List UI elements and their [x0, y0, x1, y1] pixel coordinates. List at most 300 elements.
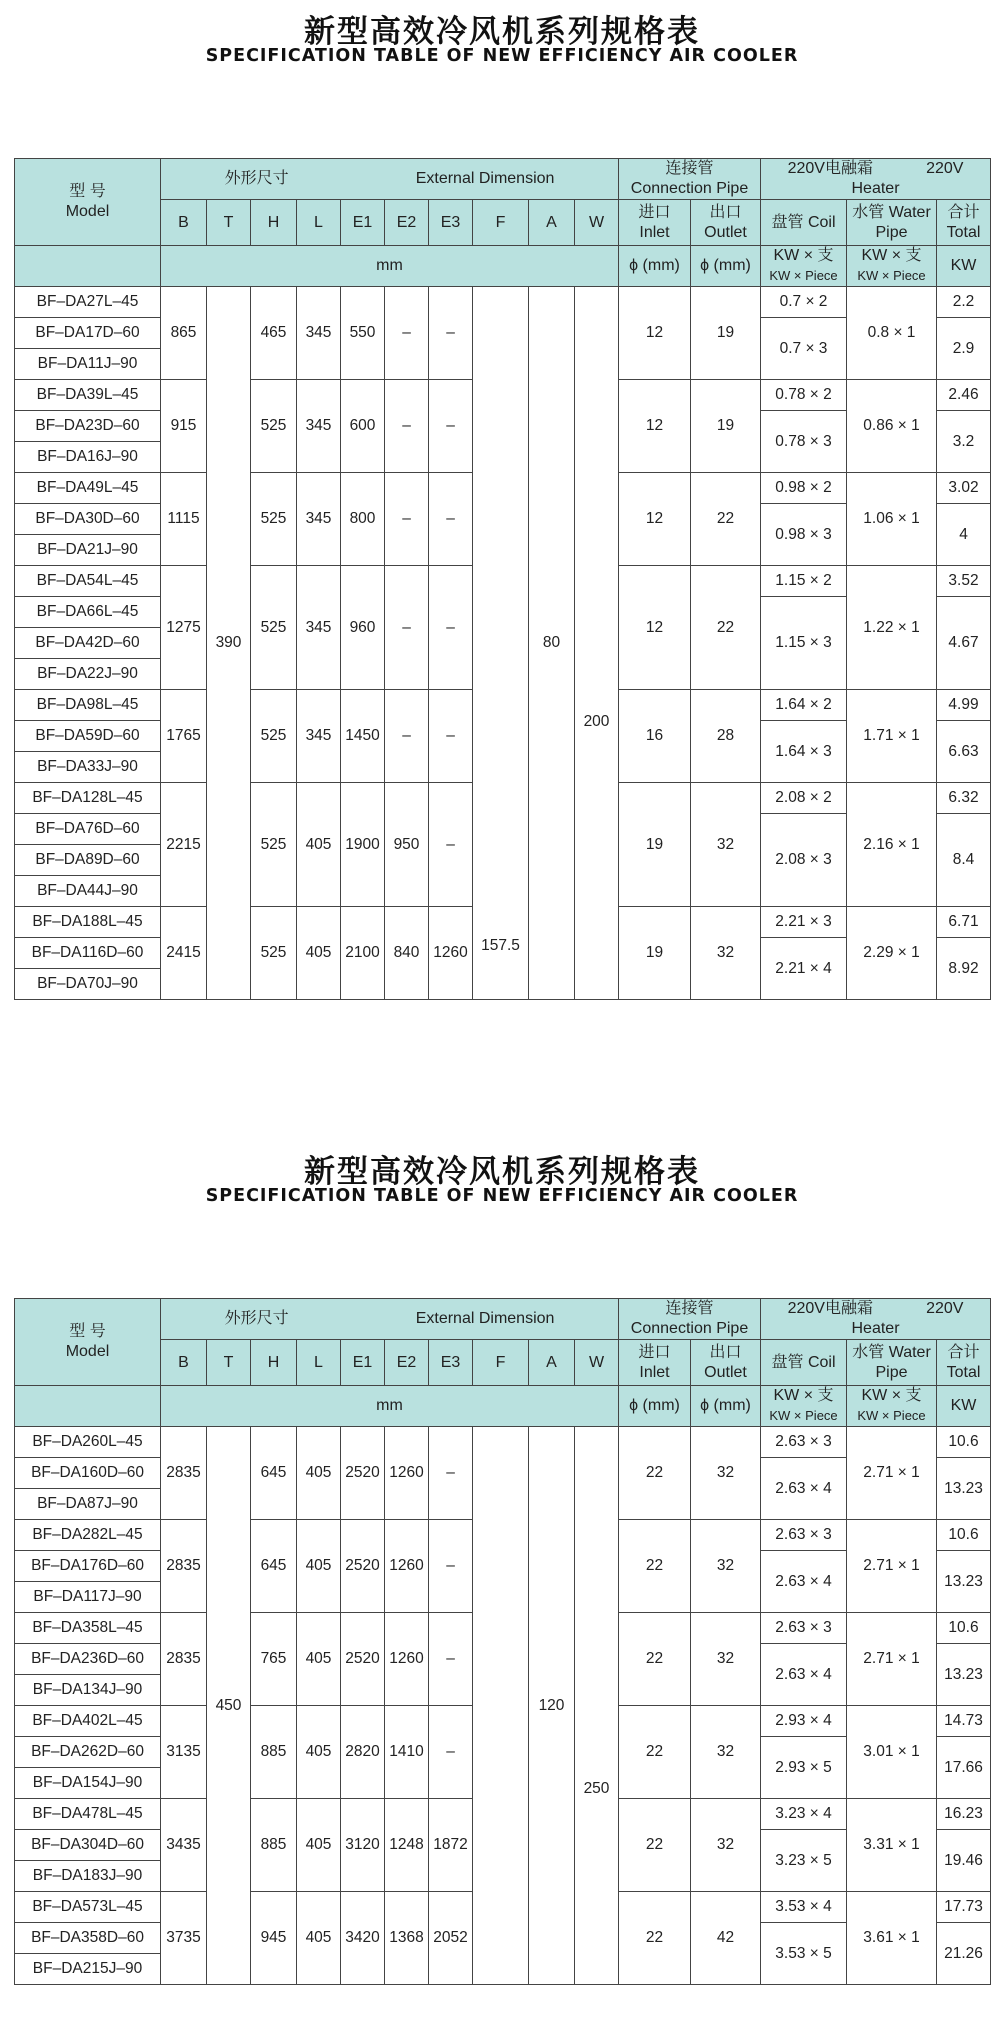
header-row-3 [15, 1386, 991, 1427]
coil-cell: 2.21 × 3 [761, 907, 847, 938]
model-cell: BF–DA478L–45 [15, 1799, 161, 1830]
water-en-2: Pipe [875, 223, 908, 241]
a-cell: 80 [529, 287, 575, 1000]
water-pipe-cell: 3.01 × 1 [847, 1706, 937, 1799]
model-header-blank [15, 246, 161, 287]
spec-section-2 [14, 1140, 990, 2030]
unit-total: KW [937, 1386, 991, 1427]
outlet-cell: 22 [691, 473, 761, 566]
spec-table-2 [14, 1298, 991, 1985]
outlet-cell: 32 [691, 1706, 761, 1799]
col-header-w: W [575, 200, 619, 246]
model-cell: BF–DA176D–60 [15, 1551, 161, 1582]
connection-pipe-cn: 连接管 [665, 1300, 714, 1317]
unit-coil-en: KW × Piece [769, 268, 838, 283]
e3-cell: – [429, 473, 473, 566]
outlet-header [691, 200, 761, 246]
b-cell: 1765 [161, 690, 207, 783]
model-cell: BF–DA358L–45 [15, 1613, 161, 1644]
coil-cell: 2.63 × 4 [761, 1551, 847, 1613]
e3-cell: – [429, 380, 473, 473]
header-row-2 [15, 1340, 991, 1386]
coil-cell: 2.63 × 3 [761, 1520, 847, 1551]
model-cell: BF–DA282L–45 [15, 1520, 161, 1551]
heater-voltage-line [761, 159, 990, 179]
col-header-w: W [575, 1340, 619, 1386]
h-cell: 885 [251, 1799, 297, 1892]
unit-water [847, 246, 937, 287]
b-cell: 2415 [161, 907, 207, 1000]
outlet-cn: 出口 [709, 203, 742, 221]
col-header-f: F [473, 1340, 529, 1386]
outlet-cell: 32 [691, 1799, 761, 1892]
b-cell: 2835 [161, 1427, 207, 1520]
outlet-cell: 32 [691, 1427, 761, 1520]
coil-cell: 0.7 × 3 [761, 318, 847, 380]
model-cell: BF–DA304D–60 [15, 1830, 161, 1861]
h-cell: 525 [251, 566, 297, 690]
coil-cell: 0.78 × 2 [761, 380, 847, 411]
l-cell: 405 [297, 1613, 341, 1706]
total-cell: 10.6 [937, 1520, 991, 1551]
coil-cell: 0.98 × 3 [761, 504, 847, 566]
total-cell: 8.92 [937, 938, 991, 1000]
heater-cn: 220V电融霜 [787, 1300, 873, 1317]
water-en: Water [888, 1343, 931, 1361]
total-cell: 6.71 [937, 907, 991, 938]
outlet-cell: 19 [691, 380, 761, 473]
outlet-cell: 19 [691, 287, 761, 380]
total-cell: 21.26 [937, 1923, 991, 1985]
b-cell: 2215 [161, 783, 207, 907]
total-cell: 13.23 [937, 1458, 991, 1520]
total-cell: 14.73 [937, 1706, 991, 1737]
col-header-e3: E3 [429, 1340, 473, 1386]
coil-cell: 2.08 × 3 [761, 814, 847, 907]
total-header [937, 200, 991, 246]
inlet-header [619, 200, 691, 246]
water-pipe-header [847, 200, 937, 246]
outlet-en: Outlet [704, 1363, 747, 1381]
model-cell: BF–DA70J–90 [15, 969, 161, 1000]
connection-pipe-header [619, 1299, 761, 1340]
inlet-en: Inlet [639, 223, 670, 241]
model-cell: BF–DA33J–90 [15, 752, 161, 783]
header-row-1 [15, 1299, 991, 1340]
e1-cell: 800 [341, 473, 385, 566]
e2-cell: 1260 [385, 1427, 429, 1520]
inlet-cell: 12 [619, 287, 691, 380]
water-pipe-cell: 3.31 × 1 [847, 1799, 937, 1892]
spec-table-1 [14, 158, 991, 1000]
model-cell: BF–DA215J–90 [15, 1954, 161, 1985]
t-cell: 450 [207, 1427, 251, 1985]
l-cell: 405 [297, 1520, 341, 1613]
water-pipe-cell: 2.29 × 1 [847, 907, 937, 1000]
water-pipe-cell: 1.06 × 1 [847, 473, 937, 566]
coil-cell: 2.93 × 5 [761, 1737, 847, 1799]
coil-header: 盘管 Coil [761, 1340, 847, 1386]
w-cell: 200 [575, 287, 619, 1000]
model-cell: BF–DA117J–90 [15, 1582, 161, 1613]
coil-cell: 2.93 × 4 [761, 1706, 847, 1737]
e1-cell: 960 [341, 566, 385, 690]
total-header [937, 1340, 991, 1386]
e1-cell: 2520 [341, 1520, 385, 1613]
model-header-en: Model [65, 1343, 110, 1360]
e2-cell: 1260 [385, 1520, 429, 1613]
col-header-h: H [251, 200, 297, 246]
e3-cell: – [429, 1520, 473, 1613]
connection-pipe-en: Connection Pipe [630, 1320, 749, 1337]
model-cell: BF–DA39L–45 [15, 380, 161, 411]
model-cell: BF–DA17D–60 [15, 318, 161, 349]
heater-voltage: 220V [926, 160, 964, 177]
model-cell: BF–DA42D–60 [15, 628, 161, 659]
model-cell: BF–DA66L–45 [15, 597, 161, 628]
unit-coil-en: KW × Piece [769, 1408, 838, 1423]
spec-section-1 [14, 0, 990, 1030]
external-dimension-en: External Dimension [415, 1310, 555, 1327]
inlet-cell: 19 [619, 907, 691, 1000]
model-header-cn: 型 号 [69, 183, 106, 200]
external-dimension-cn: 外形尺寸 [224, 170, 289, 187]
model-cell: BF–DA59D–60 [15, 721, 161, 752]
coil-cell: 0.7 × 2 [761, 287, 847, 318]
col-header-e3: E3 [429, 200, 473, 246]
col-header-t: T [207, 1340, 251, 1386]
e3-cell: – [429, 1427, 473, 1520]
model-cell: BF–DA44J–90 [15, 876, 161, 907]
water-pipe-cell: 2.71 × 1 [847, 1520, 937, 1613]
unit-inlet: ϕ (mm) [619, 246, 691, 287]
water-pipe-cell: 0.86 × 1 [847, 380, 937, 473]
water-pipe-line [847, 1343, 936, 1363]
water-pipe-cell: 3.61 × 1 [847, 1892, 937, 1985]
e3-cell: – [429, 566, 473, 690]
b-cell: 3135 [161, 1706, 207, 1799]
model-cell: BF–DA98L–45 [15, 690, 161, 721]
l-cell: 345 [297, 380, 341, 473]
e2-cell: – [385, 287, 429, 380]
e3-cell: – [429, 1613, 473, 1706]
water-cn: 水管 [852, 1343, 885, 1361]
model-cell: BF–DA128L–45 [15, 783, 161, 814]
total-cell: 6.63 [937, 721, 991, 783]
e1-cell: 2520 [341, 1613, 385, 1706]
outlet-en: Outlet [704, 223, 747, 241]
l-cell: 405 [297, 783, 341, 907]
heater-voltage: 220V [926, 1300, 964, 1317]
coil-cell: 3.53 × 4 [761, 1892, 847, 1923]
coil-cell: 1.64 × 3 [761, 721, 847, 783]
unit-outlet: ϕ (mm) [691, 246, 761, 287]
e3-cell: – [429, 783, 473, 907]
water-pipe-cell: 2.71 × 1 [847, 1613, 937, 1706]
inlet-header [619, 1340, 691, 1386]
e2-cell: 1368 [385, 1892, 429, 1985]
h-cell: 525 [251, 783, 297, 907]
unit-water [847, 1386, 937, 1427]
model-cell: BF–DA188L–45 [15, 907, 161, 938]
inlet-cell: 16 [619, 690, 691, 783]
external-dimension-header [161, 159, 619, 200]
coil-cell: 0.98 × 2 [761, 473, 847, 504]
e3-cell: – [429, 1706, 473, 1799]
e1-cell: 550 [341, 287, 385, 380]
t-cell: 390 [207, 287, 251, 1000]
model-cell: BF–DA22J–90 [15, 659, 161, 690]
l-cell: 345 [297, 473, 341, 566]
inlet-en: Inlet [639, 1363, 670, 1381]
unit-water-cn: KW × 支 [861, 1387, 922, 1404]
col-header-t: T [207, 200, 251, 246]
outlet-cn: 出口 [709, 1343, 742, 1361]
total-cn: 合计 [947, 1343, 980, 1361]
inlet-cn: 进口 [638, 1343, 671, 1361]
coil-cell: 3.53 × 5 [761, 1923, 847, 1985]
l-cell: 345 [297, 287, 341, 380]
total-cell: 17.73 [937, 1892, 991, 1923]
total-cell: 13.23 [937, 1644, 991, 1706]
e2-cell: 1260 [385, 1613, 429, 1706]
model-cell: BF–DA76D–60 [15, 814, 161, 845]
e1-cell: 3120 [341, 1799, 385, 1892]
h-cell: 525 [251, 907, 297, 1000]
inlet-cell: 22 [619, 1613, 691, 1706]
water-cn: 水管 [852, 203, 885, 221]
connection-pipe-en: Connection Pipe [630, 180, 749, 197]
a-cell: 120 [529, 1427, 575, 1985]
model-header-blank [15, 1386, 161, 1427]
col-header-h: H [251, 1340, 297, 1386]
e2-cell: – [385, 690, 429, 783]
f-cell: 157.5 [473, 287, 529, 1000]
e1-cell: 2520 [341, 1427, 385, 1520]
e1-cell: 2100 [341, 907, 385, 1000]
total-cell: 13.23 [937, 1551, 991, 1613]
coil-cell: 2.63 × 4 [761, 1458, 847, 1520]
coil-cell: 1.15 × 3 [761, 597, 847, 690]
page-title-cn: 新型高效冷风机系列规格表 [304, 14, 700, 50]
model-header-cn: 型 号 [69, 1323, 106, 1340]
model-cell: BF–DA262D–60 [15, 1737, 161, 1768]
col-header-f: F [473, 200, 529, 246]
inlet-cell: 22 [619, 1799, 691, 1892]
total-cell: 2.46 [937, 380, 991, 411]
total-cell: 3.2 [937, 411, 991, 473]
inlet-cn: 进口 [638, 203, 671, 221]
col-header-a: A [529, 1340, 575, 1386]
total-cell: 2.2 [937, 287, 991, 318]
e2-cell: 950 [385, 783, 429, 907]
col-header-e2: E2 [385, 200, 429, 246]
total-cell: 17.66 [937, 1737, 991, 1799]
l-cell: 405 [297, 907, 341, 1000]
model-cell: BF–DA16J–90 [15, 442, 161, 473]
f-cell [473, 1427, 529, 1985]
page-title-cn-2: 新型高效冷风机系列规格表 [304, 1154, 700, 1190]
water-pipe-header [847, 1340, 937, 1386]
e3-cell: – [429, 690, 473, 783]
h-cell: 525 [251, 690, 297, 783]
total-cell: 4.99 [937, 690, 991, 721]
connection-pipe-header [619, 159, 761, 200]
model-cell: BF–DA30D–60 [15, 504, 161, 535]
inlet-cell: 19 [619, 783, 691, 907]
heater-voltage-line [761, 1299, 990, 1319]
h-cell: 945 [251, 1892, 297, 1985]
unit-coil-cn: KW × 支 [773, 1387, 834, 1404]
outlet-cell: 28 [691, 690, 761, 783]
b-cell: 865 [161, 287, 207, 380]
col-header-b: B [161, 1340, 207, 1386]
heater-en: Heater [851, 1320, 900, 1337]
unit-coil [761, 1386, 847, 1427]
model-cell: BF–DA134J–90 [15, 1675, 161, 1706]
model-cell: BF–DA573L–45 [15, 1892, 161, 1923]
coil-cell: 2.63 × 3 [761, 1613, 847, 1644]
l-cell: 405 [297, 1427, 341, 1520]
col-header-e2: E2 [385, 1340, 429, 1386]
model-cell: BF–DA23D–60 [15, 411, 161, 442]
total-cell: 4 [937, 504, 991, 566]
water-pipe-cell: 2.71 × 1 [847, 1427, 937, 1520]
coil-cell: 1.15 × 2 [761, 566, 847, 597]
water-pipe-cell: 1.22 × 1 [847, 566, 937, 690]
heater-en: Heater [851, 180, 900, 197]
coil-cell: 2.63 × 3 [761, 1427, 847, 1458]
total-en: Total [946, 223, 981, 241]
inlet-cell: 12 [619, 473, 691, 566]
external-dimension-cn: 外形尺寸 [224, 1310, 289, 1327]
model-cell: BF–DA116D–60 [15, 938, 161, 969]
col-header-a: A [529, 200, 575, 246]
model-cell: BF–DA183J–90 [15, 1861, 161, 1892]
model-cell: BF–DA11J–90 [15, 349, 161, 380]
total-cell: 10.6 [937, 1427, 991, 1458]
table-row [15, 1427, 991, 1458]
unit-mm: mm [161, 1386, 619, 1427]
e2-cell: 1248 [385, 1799, 429, 1892]
model-cell: BF–DA54L–45 [15, 566, 161, 597]
water-en-2: Pipe [875, 1363, 908, 1381]
outlet-cell: 32 [691, 1520, 761, 1613]
heater-header [761, 1299, 991, 1340]
external-dimension-label [161, 1309, 618, 1329]
external-dimension-header [161, 1299, 619, 1340]
coil-header: 盘管 Coil [761, 200, 847, 246]
outlet-cell: 42 [691, 1892, 761, 1985]
water-en: Water [888, 203, 931, 221]
e2-cell: – [385, 566, 429, 690]
coil-cell: 1.64 × 2 [761, 690, 847, 721]
unit-outlet: ϕ (mm) [691, 1386, 761, 1427]
water-pipe-cell: 0.8 × 1 [847, 287, 937, 380]
model-cell: BF–DA49L–45 [15, 473, 161, 504]
b-cell: 915 [161, 380, 207, 473]
total-cell: 16.23 [937, 1799, 991, 1830]
col-header-b: B [161, 200, 207, 246]
l-cell: 405 [297, 1799, 341, 1892]
heater-cn: 220V电融霜 [787, 160, 873, 177]
header-row-3 [15, 246, 991, 287]
total-cell: 3.52 [937, 566, 991, 597]
coil-cell: 2.08 × 2 [761, 783, 847, 814]
inlet-cell: 22 [619, 1892, 691, 1985]
model-cell: BF–DA260L–45 [15, 1427, 161, 1458]
inlet-cell: 22 [619, 1520, 691, 1613]
coil-cell: 2.63 × 4 [761, 1644, 847, 1706]
total-cell: 3.02 [937, 473, 991, 504]
model-cell: BF–DA89D–60 [15, 845, 161, 876]
e1-cell: 1900 [341, 783, 385, 907]
header-row-1 [15, 159, 991, 200]
table-row [15, 287, 991, 318]
col-header-l: L [297, 1340, 341, 1386]
l-cell: 345 [297, 566, 341, 690]
external-dimension-label [161, 169, 618, 189]
e2-cell: – [385, 473, 429, 566]
h-cell: 645 [251, 1427, 297, 1520]
e3-cell: 2052 [429, 1892, 473, 1985]
model-cell: BF–DA358D–60 [15, 1923, 161, 1954]
h-cell: 525 [251, 473, 297, 566]
h-cell: 885 [251, 1706, 297, 1799]
e2-cell: – [385, 380, 429, 473]
unit-water-en: KW × Piece [857, 1408, 926, 1423]
total-cell: 4.67 [937, 597, 991, 690]
coil-cell: 3.23 × 5 [761, 1830, 847, 1892]
e1-cell: 3420 [341, 1892, 385, 1985]
h-cell: 645 [251, 1520, 297, 1613]
page-title-en: SPECIFICATION TABLE OF NEW EFFICIENCY AIR COOLER [205, 46, 799, 66]
e1-cell: 600 [341, 380, 385, 473]
header-row-2 [15, 200, 991, 246]
outlet-cell: 32 [691, 783, 761, 907]
unit-inlet: ϕ (mm) [619, 1386, 691, 1427]
e1-cell: 1450 [341, 690, 385, 783]
coil-cell: 2.21 × 4 [761, 938, 847, 1000]
external-dimension-en: External Dimension [415, 170, 555, 187]
e2-cell: 840 [385, 907, 429, 1000]
page-title-en-2: SPECIFICATION TABLE OF NEW EFFICIENCY AIR COOLER [205, 1186, 799, 1206]
b-cell: 1275 [161, 566, 207, 690]
unit-coil-cn: KW × 支 [773, 247, 834, 264]
model-header-en: Model [65, 203, 110, 220]
unit-total: KW [937, 246, 991, 287]
coil-cell: 0.78 × 3 [761, 411, 847, 473]
total-cell: 19.46 [937, 1830, 991, 1892]
e3-cell: – [429, 287, 473, 380]
connection-pipe-cn: 连接管 [665, 160, 714, 177]
coil-cell: 3.23 × 4 [761, 1799, 847, 1830]
h-cell: 525 [251, 380, 297, 473]
total-cell: 2.9 [937, 318, 991, 380]
b-cell: 3735 [161, 1892, 207, 1985]
l-cell: 405 [297, 1892, 341, 1985]
h-cell: 465 [251, 287, 297, 380]
unit-coil [761, 246, 847, 287]
total-cell: 8.4 [937, 814, 991, 907]
outlet-cell: 32 [691, 1613, 761, 1706]
model-cell: BF–DA402L–45 [15, 1706, 161, 1737]
water-pipe-line [847, 203, 936, 223]
inlet-cell: 12 [619, 380, 691, 473]
model-cell: BF–DA87J–90 [15, 1489, 161, 1520]
unit-mm: mm [161, 246, 619, 287]
outlet-cell: 32 [691, 907, 761, 1000]
